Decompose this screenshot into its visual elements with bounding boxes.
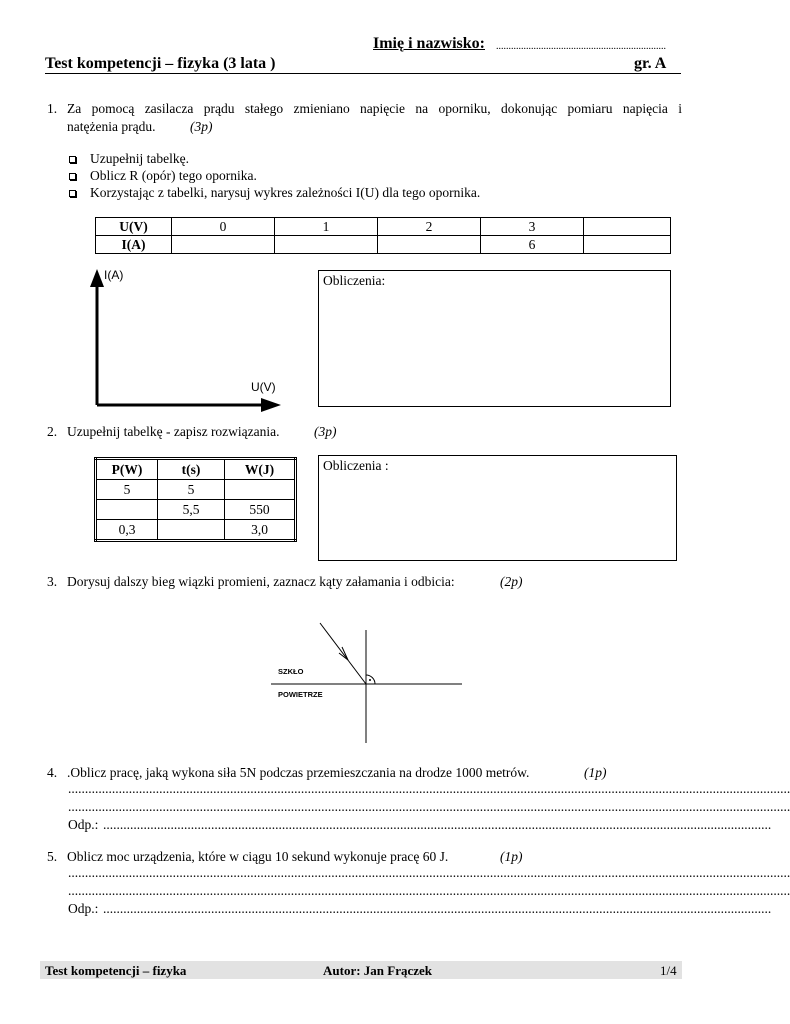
- q5-answer-line-1[interactable]: ......................................................................................................................................................................................................................: [68, 865, 790, 880]
- table-cell[interactable]: 0,3: [96, 520, 158, 541]
- calc-label: Obliczenia:: [323, 273, 386, 288]
- label-glass: SZKŁO: [278, 667, 304, 676]
- name-field[interactable]: ....................................................................: [496, 41, 666, 52]
- header-rule: [45, 73, 681, 74]
- table-cell[interactable]: 550: [225, 500, 296, 520]
- name-label: Imię i nazwisko:: [373, 35, 485, 52]
- table-row: [96, 480, 296, 500]
- q1-bullet-2: Oblicz R (opór) tego opornika.: [90, 168, 257, 183]
- q5-answer-line-2[interactable]: ......................................................................................................................................................................................................................: [68, 883, 790, 898]
- table-row: [96, 218, 671, 236]
- table-header-cell: t(s): [158, 459, 225, 480]
- q5-answer-label: Odp.:: [68, 901, 99, 916]
- table-cell[interactable]: 1: [275, 218, 378, 236]
- q1-text-line1: Za pomocą zasilacza prądu stałego zmieniano napięcie na oporniku, dokonując pomiaru napięcia i: [67, 101, 682, 116]
- graph-x-label: U(V): [251, 380, 276, 394]
- q4-points: (1p): [584, 765, 607, 780]
- table-cell[interactable]: 5: [96, 480, 158, 500]
- q4-answer-line-1[interactable]: ......................................................................................................................................................................................................................: [68, 781, 790, 796]
- table-cell[interactable]: 5: [158, 480, 225, 500]
- q1-bullet-3: Korzystając z tabelki, narysuj wykres zależności I(U) dla tego opornika.: [90, 185, 481, 200]
- q3-number: 3.: [47, 574, 58, 589]
- q3-text: Dorysuj dalszy bieg wiązki promieni, zaznacz kąty załamania i odbicia:: [67, 574, 455, 589]
- table-cell[interactable]: 3,0: [225, 520, 296, 541]
- q4-answer-line-2[interactable]: ......................................................................................................................................................................................................................: [68, 799, 790, 814]
- q3-points: (2p): [500, 574, 523, 589]
- q1-text-line2: natężenia prądu.: [67, 119, 156, 134]
- bullet-icon: [69, 190, 76, 197]
- table-header-cell: P(W): [96, 459, 158, 480]
- footer-page: 1/4: [660, 963, 677, 978]
- table-row: [96, 520, 296, 541]
- table-cell[interactable]: [584, 236, 671, 254]
- q5-number: 5.: [47, 849, 58, 864]
- q2-calc-box[interactable]: [318, 455, 677, 561]
- arrow-up-icon: [90, 269, 104, 287]
- graph-y-label: I(A): [104, 268, 124, 282]
- q3-ray-diagram[interactable]: [270, 615, 465, 745]
- table-cell[interactable]: [275, 236, 378, 254]
- table-cell[interactable]: [584, 218, 671, 236]
- table-cell[interactable]: [158, 520, 225, 541]
- q1-number: 1.: [47, 101, 58, 116]
- table-row: [96, 500, 296, 520]
- calc-label: Obliczenia :: [323, 458, 389, 473]
- footer-author: Autor: Jan Frączek: [323, 963, 433, 978]
- q2-number: 2.: [47, 424, 58, 439]
- q1-bullet-1: Uzupełnij tabelkę.: [90, 151, 189, 166]
- table-header-cell: W(J): [225, 459, 296, 480]
- table-cell[interactable]: [378, 236, 481, 254]
- table-cell[interactable]: 0: [172, 218, 275, 236]
- q4-number: 4.: [47, 765, 58, 780]
- table-cell[interactable]: 5,5: [158, 500, 225, 520]
- footer-title: Test kompetencji – fizyka: [45, 963, 187, 978]
- label-air: POWIETRZE: [278, 690, 323, 699]
- table-header-cell: I(A): [96, 236, 172, 254]
- q4-text: .Oblicz pracę, jaką wykona siła 5N podczas przemieszczania na drodze 1000 metrów.: [67, 765, 530, 780]
- table-cell[interactable]: [225, 480, 296, 500]
- q5-text: Oblicz moc urządzenia, które w ciągu 10 sekund wykonuje pracę 60 J.: [67, 849, 449, 864]
- q1-points: (3p): [190, 119, 213, 134]
- table-cell[interactable]: 6: [481, 236, 584, 254]
- test-title: Test kompetencji – fizyka (3 lata ): [45, 55, 276, 72]
- q2-table: [94, 457, 297, 542]
- table-cell[interactable]: 2: [378, 218, 481, 236]
- table-cell[interactable]: [96, 500, 158, 520]
- q2-text: Uzupełnij tabelkę - zapisz rozwiązania.: [67, 424, 280, 439]
- bullet-icon: [69, 173, 76, 180]
- arrow-right-icon: [261, 398, 281, 412]
- q1-calc-box[interactable]: [318, 270, 671, 407]
- group-label: gr. A: [634, 55, 667, 72]
- q2-points: (3p): [314, 424, 337, 439]
- table-row: [96, 236, 671, 254]
- table-cell[interactable]: 3: [481, 218, 584, 236]
- q4-answer-label: Odp.:: [68, 817, 99, 832]
- table-header-cell: U(V): [96, 218, 172, 236]
- q5-answer-field[interactable]: ......................................................................................................................................................................................................: [103, 901, 772, 916]
- bullet-icon: [69, 156, 76, 163]
- table-row: [96, 459, 296, 480]
- q5-points: (1p): [500, 849, 523, 864]
- q4-answer-field[interactable]: ......................................................................................................................................................................................................: [103, 817, 772, 832]
- q1-table: [95, 217, 671, 254]
- table-cell[interactable]: [172, 236, 275, 254]
